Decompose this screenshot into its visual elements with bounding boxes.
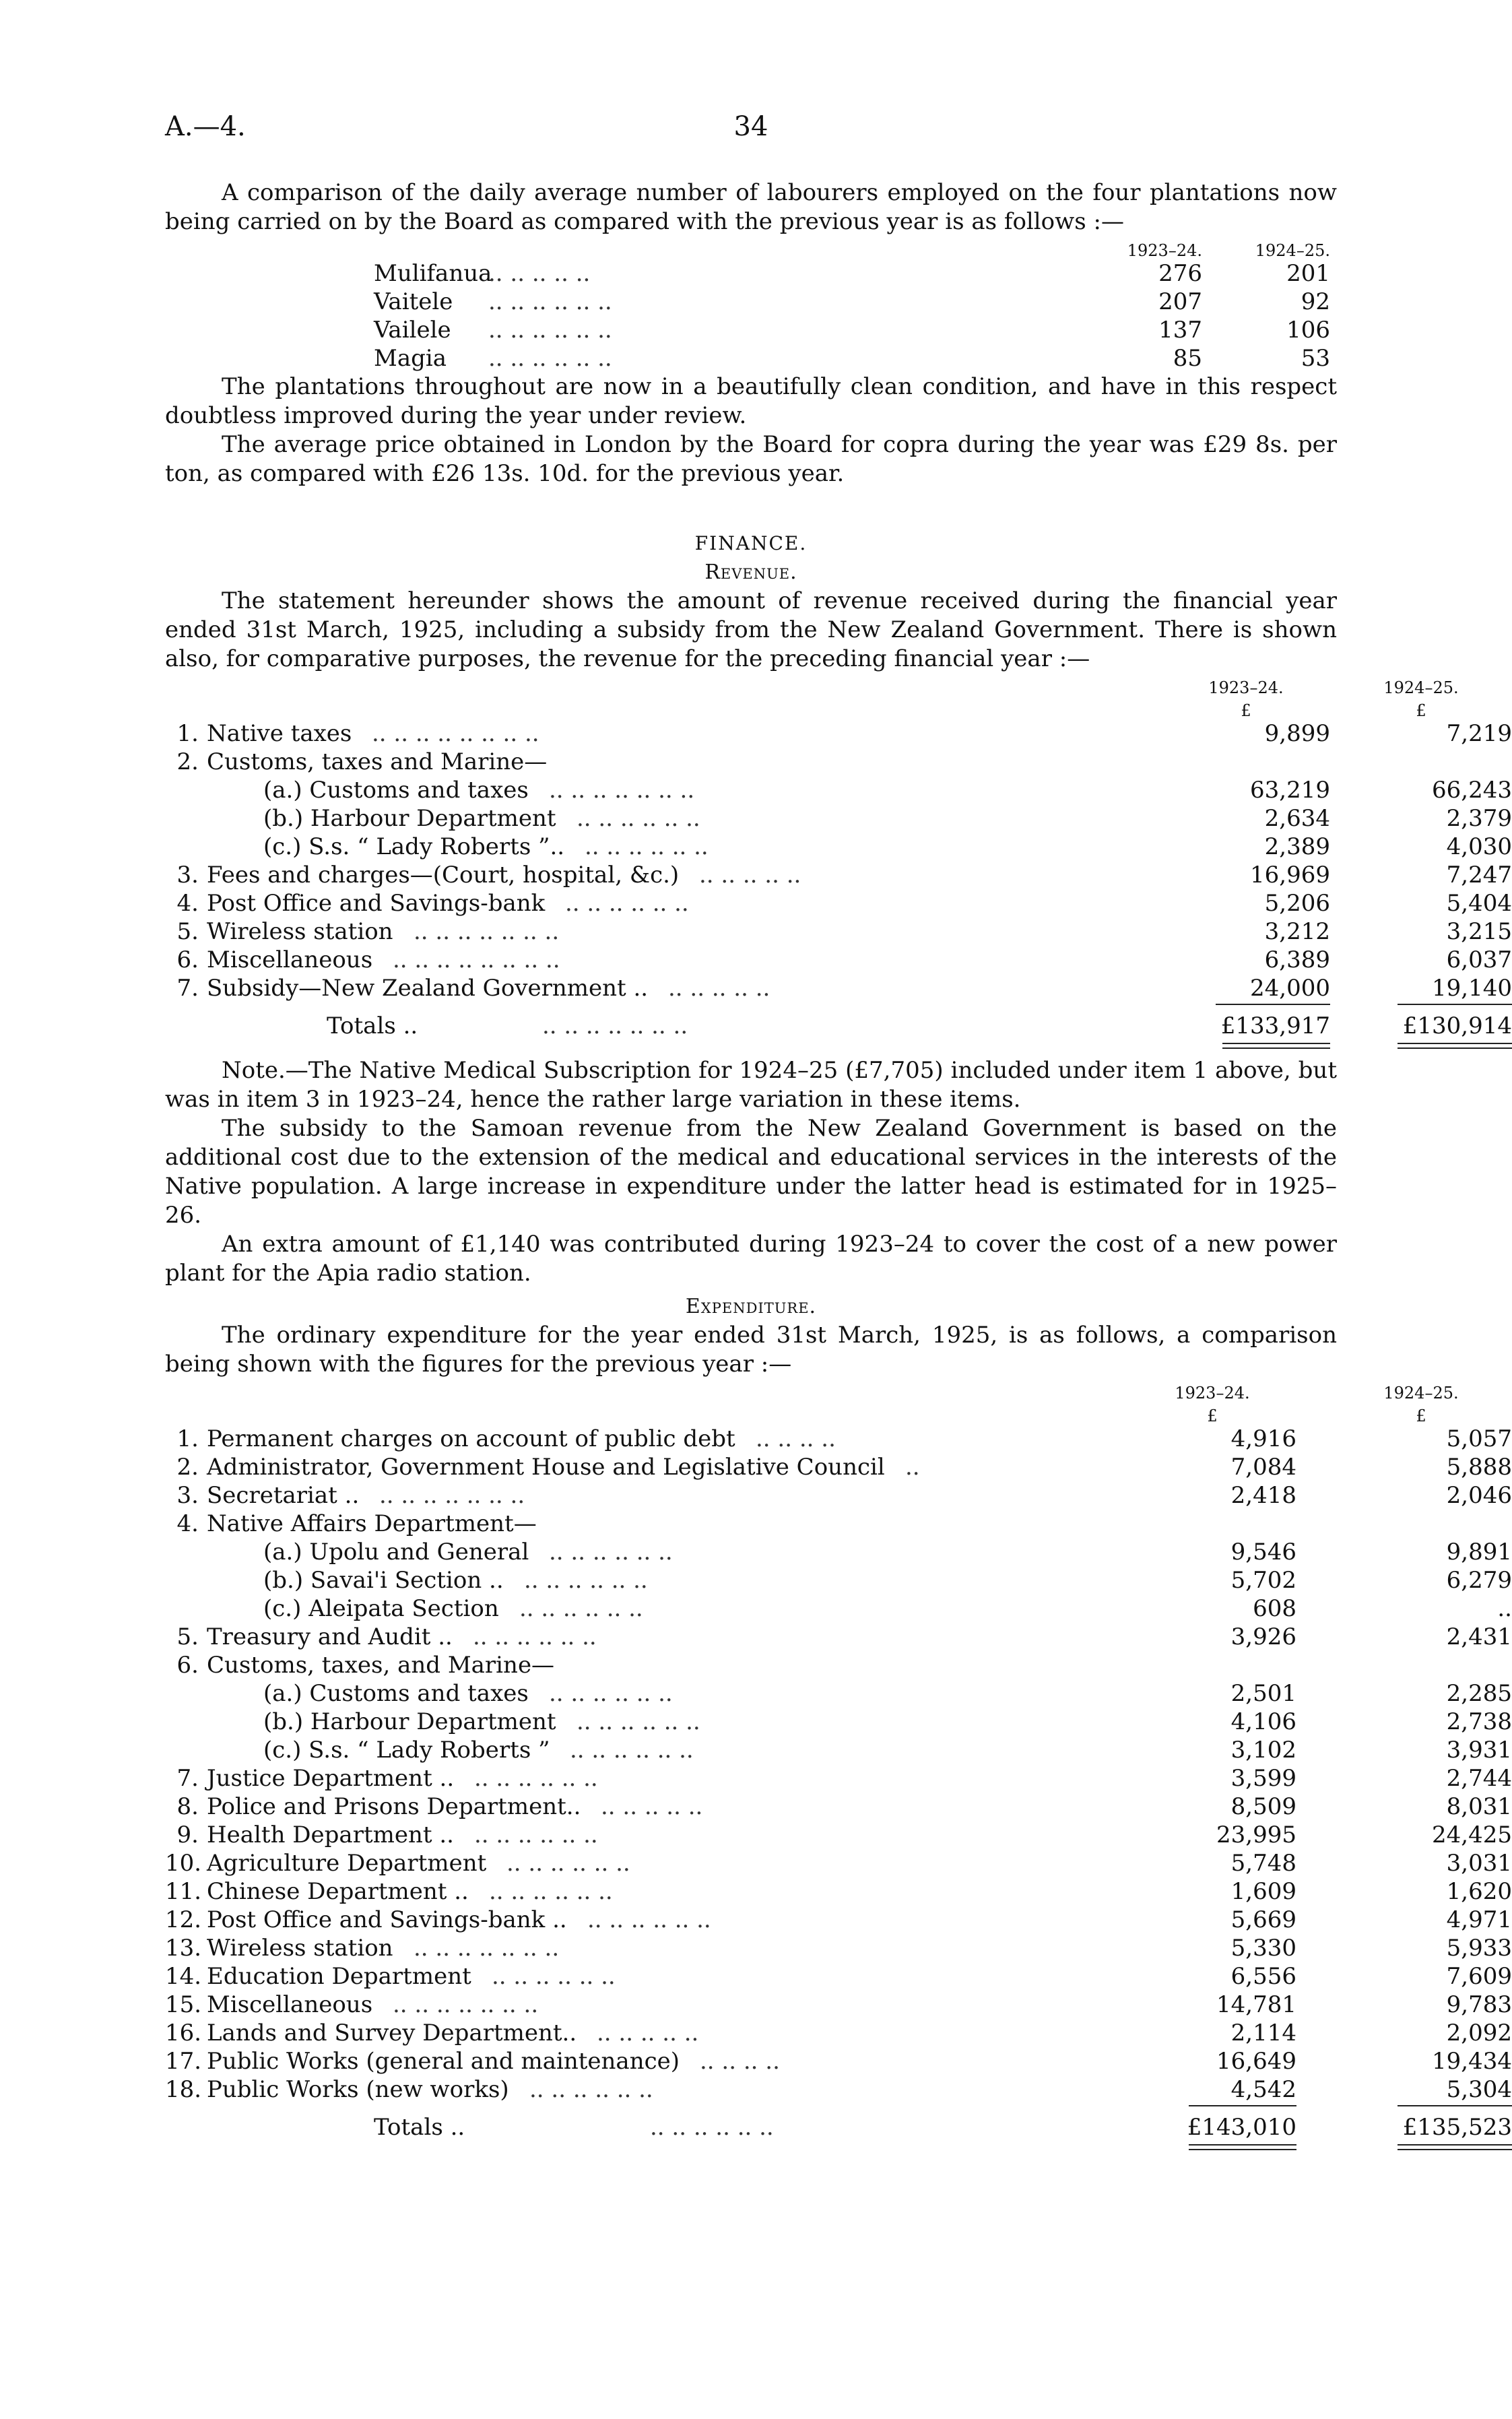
expenditure-item-label: [165, 1736, 550, 1765]
expenditure-item-label: [165, 1764, 454, 1793]
expenditure-1923-value: 2,114: [1230, 2020, 1296, 2046]
expenditure-item-label: [165, 2075, 509, 2104]
labourers-column-headers: [374, 236, 1330, 259]
expenditure-item-text: Permanent charges on account of public debt: [207, 1425, 735, 1452]
leader-dots: .. .. .. .. .. ..: [474, 1821, 598, 1848]
expenditure-1923-value: 3,599: [1230, 1765, 1296, 1792]
labourers-1924-value: 53: [1301, 345, 1330, 372]
expenditure-item-number: 8.: [176, 1793, 199, 1820]
revenue-row: [165, 889, 1512, 917]
expenditure-item-text: Public Works (new works): [207, 2076, 509, 2103]
expenditure-table: [165, 1379, 1512, 2148]
expenditure-item-text: Native Affairs Department—: [207, 1510, 537, 1537]
expenditure-1924-value: 2,431: [1446, 1623, 1512, 1650]
revenue-row: [165, 719, 1512, 748]
expenditure-item-label: [165, 2047, 680, 2076]
plantation-name: Vaitele: [374, 288, 453, 315]
expenditure-1923-value: 5,669: [1230, 1906, 1296, 1933]
expenditure-row: [165, 1510, 1337, 1538]
leader-dots: ..: [905, 1454, 920, 1481]
expenditure-row: [165, 1538, 1512, 1566]
revenue-item-label: [165, 889, 545, 918]
expenditure-total-1924: £135,523: [1402, 2114, 1512, 2141]
revenue-item-text: Subsidy—New Zealand Government ..: [207, 975, 649, 1002]
expenditure-item-text: Post Office and Savings-bank ..: [207, 1906, 567, 1933]
revenue-1923-value: 5,206: [1264, 890, 1330, 917]
expenditure-item-label: [165, 1906, 567, 1935]
leader-dots: .. .. .. .. ..: [668, 975, 770, 1002]
expenditure-row: [165, 1877, 1512, 1906]
expenditure-1924-value: 4,971: [1446, 1906, 1512, 1933]
revenue-item-label: [165, 946, 372, 975]
revenue-1923-value: 9,899: [1264, 720, 1330, 747]
revenue-1924-value: 4,030: [1446, 833, 1512, 860]
revenue-1924-value: 19,140: [1432, 975, 1512, 1002]
revenue-item-number: 6.: [176, 946, 199, 973]
revenue-1923-value: 24,000: [1250, 975, 1330, 1002]
expenditure-1923-value: 14,781: [1216, 1991, 1296, 2018]
expenditure-total-double-rule-2: [1398, 2144, 1512, 2150]
expenditure-rows: [165, 1425, 1512, 2104]
expenditure-row: [165, 1481, 1512, 1510]
revenue-col-1924: 1924–25.: [1383, 678, 1459, 697]
revenue-totals-dots: .. .. .. .. .. .. ..: [542, 1012, 688, 1039]
leader-dots: .. .. .. .. ..: [597, 2020, 699, 2046]
leader-dots: .. .. .. .. .. ..: [492, 1963, 616, 1990]
expenditure-item-label: [165, 1453, 885, 1482]
expenditure-item-text: Agriculture Department: [207, 1850, 487, 1877]
revenue-item-text: Wireless station: [207, 918, 393, 945]
plantation-name: Magia: [374, 345, 447, 372]
leader-dots: .. .. .. .. .. ..: [577, 805, 700, 832]
revenue-total-double-rule-1: [1222, 1043, 1330, 1049]
revenue-unit-1924: £: [1416, 701, 1426, 720]
labourers-1924-value: 92: [1301, 288, 1330, 315]
expenditure-row: [165, 1594, 1512, 1623]
expenditure-item-text: Public Works (general and maintenance): [207, 2048, 680, 2075]
labourers-1924-value: 201: [1286, 260, 1330, 287]
leader-dots: .. .. .. .. .. ..: [519, 1595, 643, 1622]
expenditure-item-number: 4.: [176, 1510, 199, 1537]
expenditure-item-number: 14.: [165, 1963, 202, 1990]
labourers-1923-value: 207: [1158, 288, 1202, 315]
leader-dots: .. .. .. .. .. ..: [488, 345, 612, 372]
expenditure-item-number: 15.: [165, 1991, 202, 2018]
labourers-row: [374, 288, 1330, 316]
expenditure-1924-value: 7,609: [1446, 1963, 1512, 1990]
revenue-total-1924: £130,914: [1402, 1012, 1512, 1039]
revenue-table: [165, 674, 1512, 1047]
leader-dots: .. .. .. ..: [700, 2048, 780, 2075]
revenue-row: [165, 946, 1512, 974]
revenue-row: [165, 776, 1512, 804]
revenue-item-number: 5.: [176, 918, 199, 945]
revenue-1924-value: 66,243: [1432, 777, 1512, 804]
leader-dots: .. .. .. .. .. .. .. ..: [372, 720, 539, 747]
expenditure-1923-value: 5,748: [1230, 1850, 1296, 1877]
expenditure-item-text: (b.) Savai'i Section ..: [263, 1567, 504, 1594]
revenue-1924-value: 7,247: [1446, 862, 1512, 889]
leader-dots: .. .. .. .. .. .. ..: [414, 1935, 560, 1962]
expenditure-item-number: 7.: [176, 1765, 199, 1792]
revenue-1924-value: 2,379: [1446, 805, 1512, 832]
leader-dots: .. .. .. .. .. .. .. ..: [393, 946, 560, 973]
expenditure-1923-value: 23,995: [1216, 1821, 1296, 1848]
expenditure-item-text: Police and Prisons Department..: [207, 1793, 581, 1820]
expenditure-1924-value: 2,285: [1446, 1680, 1512, 1707]
page-header: [165, 111, 1337, 152]
expenditure-item-text: Justice Department ..: [207, 1765, 455, 1792]
revenue-item-label: [165, 833, 564, 862]
expenditure-1923-value: 5,330: [1230, 1935, 1296, 1962]
expenditure-1924-value: 5,888: [1446, 1454, 1512, 1481]
leader-dots: .. .. .. .. .. ..: [474, 1765, 598, 1792]
expenditure-row: [165, 1793, 1512, 1821]
leader-dots: .. .. .. .. .. ..: [585, 833, 709, 860]
revenue-total-double-rule-2: [1398, 1043, 1512, 1049]
labourers-table: [374, 236, 1330, 373]
expenditure-item-label: [165, 1849, 486, 1878]
expenditure-1924-value: 5,933: [1446, 1935, 1512, 1962]
expenditure-1924-value: 6,279: [1446, 1567, 1512, 1594]
revenue-totals-row: [165, 1002, 1512, 1047]
expenditure-item-label: [165, 1566, 504, 1595]
revenue-col-1923: 1923–24.: [1208, 678, 1284, 697]
expenditure-row: [165, 1623, 1512, 1651]
expenditure-1924-value: 2,738: [1446, 1708, 1512, 1735]
expenditure-column-headers: [165, 1379, 1459, 1402]
expenditure-item-label: [165, 1651, 554, 1680]
expenditure-row: [165, 1821, 1512, 1849]
revenue-1923-value: 63,219: [1250, 777, 1330, 804]
leader-dots: .. .. .. .. .. ..: [488, 317, 612, 344]
revenue-item-label: [165, 974, 648, 1003]
expenditure-row: [165, 1736, 1512, 1764]
revenue-1923-value: 16,969: [1250, 862, 1330, 889]
expenditure-item-label: [165, 1991, 372, 2020]
expenditure-row: [165, 1962, 1512, 1991]
revenue-total-rule-1: [1216, 1004, 1330, 1005]
expenditure-row: [165, 1679, 1512, 1708]
expenditure-1924-value: 2,046: [1446, 1482, 1512, 1509]
extra-amount-paragraph: An extra amount of £1,140 was contributed during 1923–24 to cover the cost of a new power plant for the Apia radio station.: [165, 1231, 1337, 1287]
expenditure-item-text: Administrator, Government House and Legislative Council: [207, 1454, 885, 1481]
revenue-row: [165, 833, 1512, 861]
expenditure-1924-value: 9,891: [1446, 1539, 1512, 1566]
labourers-1923-value: 85: [1173, 345, 1202, 372]
expenditure-totals-row: [165, 2104, 1512, 2148]
expenditure-1924-value: 2,092: [1446, 2020, 1512, 2046]
expenditure-row: [165, 1934, 1512, 1962]
expenditure-item-text: Secretariat ..: [207, 1482, 360, 1509]
expenditure-item-label: [165, 1679, 529, 1708]
expenditure-item-text: (a.) Upolu and General: [263, 1539, 529, 1566]
labourers-1924-value: 106: [1286, 317, 1330, 344]
expenditure-item-label: [165, 1623, 453, 1652]
revenue-1923-value: 2,634: [1264, 805, 1330, 832]
labourers-1923-value: 276: [1158, 260, 1202, 287]
revenue-item-number: 7.: [176, 975, 199, 1002]
leader-dots: .. .. .. .. .. ..: [587, 1906, 711, 1933]
expenditure-1923-value: 8,509: [1230, 1793, 1296, 1820]
plantation-name: Vailele: [374, 317, 451, 344]
expenditure-item-text: (b.) Harbour Department: [263, 1708, 556, 1735]
expenditure-1923-value: 6,556: [1230, 1963, 1296, 1990]
revenue-row: [165, 748, 1337, 776]
expenditure-intro: The ordinary expenditure for the year ended 31st March, 1925, is as follows, a comparison being shown with the figures for the previous year :—: [165, 1322, 1337, 1378]
subsidy-paragraph: The subsidy to the Samoan revenue from the New Zealand Government is based on the additional cost due to the extension of the medical and educational services in the interests of the Native population. A large increase in expenditure under the latter head is estimated for in 1925–26.: [165, 1115, 1337, 1229]
leader-dots: .. .. .. .. .. ..: [488, 288, 612, 315]
expenditure-total-rule-1: [1189, 2105, 1296, 2106]
expenditure-item-text: Treasury and Audit ..: [207, 1623, 453, 1650]
leader-dots: .. .. .. .. .. .. ..: [393, 1991, 539, 2018]
expenditure-item-number: 13.: [165, 1935, 202, 1962]
expenditure-1923-value: 2,501: [1230, 1680, 1296, 1707]
expenditure-1923-value: 608: [1253, 1595, 1296, 1622]
expenditure-item-label: [165, 1425, 735, 1454]
expenditure-item-label: [165, 1481, 359, 1510]
expenditure-totals-label: Totals ..: [374, 2114, 465, 2141]
leader-dots: .. .. .. .. .. ..: [549, 1680, 673, 1707]
labourers-intro: A comparison of the daily average number of labourers employed on the four plantations now being carried on by the Board as compared with the previous year is as follows :—: [165, 179, 1337, 235]
revenue-totals-label: Totals ..: [327, 1012, 418, 1039]
expenditure-1924-value: 3,931: [1446, 1737, 1512, 1764]
revenue-item-label: [165, 917, 393, 946]
expenditure-row: [165, 1708, 1512, 1736]
expenditure-total-1923: £143,010: [1187, 2114, 1296, 2141]
expenditure-col-1923: 1923–24.: [1175, 1384, 1250, 1402]
revenue-item-text: (c.) S.s. “ Lady Roberts ”..: [263, 833, 565, 860]
document-code: A.—4.: [165, 111, 246, 142]
revenue-item-label: [165, 719, 352, 748]
revenue-1924-value: 5,404: [1446, 890, 1512, 917]
expenditure-row: [165, 1991, 1512, 2019]
expenditure-item-label: [165, 1934, 393, 1963]
labourers-row: [374, 344, 1330, 373]
revenue-item-label: [165, 748, 547, 777]
page-content: [165, 179, 1512, 2148]
revenue-total-1923: £133,917: [1220, 1012, 1330, 1039]
leader-dots: .. .. .. .. .. ..: [565, 890, 689, 917]
expenditure-1924-value: 5,057: [1446, 1425, 1512, 1452]
revenue-item-text: Fees and charges—(Court, hospital, &c.): [207, 862, 680, 889]
leader-dots: .. .. .. .. .. ..: [489, 1878, 613, 1905]
copra-paragraph: The average price obtained in London by the Board for copra during the year was £29 8s. per ton, as compared with £26 13s. 10d. for the previous year.: [165, 431, 1337, 487]
expenditure-item-number: 3.: [176, 1482, 199, 1509]
expenditure-1923-value: 2,418: [1230, 1482, 1296, 1509]
expenditure-1923-value: 4,916: [1230, 1425, 1296, 1452]
expenditure-item-number: 6.: [176, 1652, 199, 1679]
revenue-item-label: [165, 804, 556, 833]
plantation-name: Mulifanua: [374, 260, 492, 287]
expenditure-item-label: [165, 1594, 499, 1623]
expenditure-item-number: 18.: [165, 2076, 202, 2103]
expenditure-1923-value: 5,702: [1230, 1567, 1296, 1594]
expenditure-item-text: (a.) Customs and taxes: [263, 1680, 529, 1707]
revenue-row: [165, 974, 1512, 1002]
expenditure-total-rule-2: [1398, 2105, 1512, 2106]
expenditure-item-number: 5.: [176, 1623, 199, 1650]
expenditure-item-label: [165, 2019, 577, 2048]
revenue-item-text: Native taxes: [207, 720, 352, 747]
leader-dots: .. .. .. .. .. ..: [577, 1708, 700, 1735]
expenditure-item-text: Lands and Survey Department..: [207, 2020, 577, 2046]
expenditure-item-number: 9.: [176, 1821, 199, 1848]
expenditure-item-number: 10.: [165, 1850, 202, 1877]
expenditure-item-number: 12.: [165, 1906, 202, 1933]
expenditure-item-label: [165, 1821, 454, 1850]
expenditure-item-number: 16.: [165, 2020, 202, 2046]
revenue-item-text: Post Office and Savings-bank: [207, 890, 546, 917]
expenditure-item-label: [165, 1538, 529, 1567]
expenditure-1924-value: ..: [1497, 1595, 1512, 1622]
expenditure-item-text: Education Department: [207, 1963, 471, 1990]
leader-dots: .. .. .. .. .. ..: [473, 1623, 597, 1650]
expenditure-row: [165, 1764, 1512, 1793]
revenue-row: [165, 917, 1512, 946]
expenditure-1923-value: 1,609: [1230, 1878, 1296, 1905]
revenue-item-number: 3.: [176, 862, 199, 889]
expenditure-row: [165, 1906, 1512, 1934]
expenditure-1924-value: 9,783: [1446, 1991, 1512, 2018]
revenue-row: [165, 861, 1512, 889]
expenditure-row: [165, 1453, 1512, 1481]
expenditure-1924-value: 2,744: [1446, 1765, 1512, 1792]
expenditure-unit-1923: £: [1207, 1407, 1218, 1425]
revenue-item-text: (b.) Harbour Department: [263, 805, 556, 832]
expenditure-1924-value: 3,031: [1446, 1850, 1512, 1877]
leader-dots: .. .. .. .. .. ..: [506, 1850, 630, 1877]
expenditure-1924-value: 19,434: [1432, 2048, 1512, 2075]
leader-dots: .. .. .. .. ..: [699, 862, 801, 889]
expenditure-row: [165, 1566, 1512, 1594]
revenue-item-text: (a.) Customs and taxes: [263, 777, 529, 804]
leader-dots: .. .. .. .. .. ..: [524, 1567, 648, 1594]
expenditure-item-text: (c.) S.s. “ Lady Roberts ”: [263, 1737, 550, 1764]
plantations-paragraph: The plantations throughout are now in a beautifully clean condition, and have in this respect doubtless improved during the year under review.: [165, 373, 1337, 429]
revenue-intro: The statement hereunder shows the amount of revenue received during the financial year ended 31st March, 1925, including a subsidy from the New Zealand Government. There is shown also, for comparative purposes, the revenue for the preceding financial year :—: [165, 587, 1337, 672]
labourers-col-1923: 1923–24.: [1127, 241, 1202, 260]
finance-heading: FINANCE.: [694, 532, 808, 554]
leader-dots: .. .. .. .. .. .. ..: [379, 1482, 525, 1509]
expenditure-item-label: [165, 1962, 471, 1991]
expenditure-item-text: (c.) Aleipata Section: [263, 1595, 499, 1622]
labourers-col-1924: 1924–25.: [1255, 241, 1330, 260]
expenditure-units: [165, 1402, 1426, 1425]
expenditure-item-label: [165, 1793, 581, 1821]
revenue-1923-value: 2,389: [1264, 833, 1330, 860]
labourers-rows: [374, 259, 1330, 373]
revenue-heading: Revenue.: [704, 560, 797, 584]
revenue-unit-1923: £: [1241, 701, 1251, 720]
leader-dots: .. .. .. .. .. .. ..: [414, 918, 560, 945]
expenditure-row: [165, 1849, 1512, 1877]
expenditure-heading: Expenditure.: [685, 1295, 817, 1318]
revenue-1923-value: 3,212: [1264, 918, 1330, 945]
expenditure-item-number: 1.: [176, 1425, 199, 1452]
expenditure-row: [165, 2075, 1512, 2104]
revenue-item-number: 4.: [176, 890, 199, 917]
leader-dots: .. .. .. .. .. .. ..: [549, 777, 695, 804]
labourers-row: [374, 316, 1330, 344]
revenue-1924-value: 7,219: [1446, 720, 1512, 747]
expenditure-totals-dots: .. .. .. .. .. ..: [650, 2114, 774, 2141]
revenue-units: [165, 697, 1426, 720]
expenditure-1923-value: 3,102: [1230, 1737, 1296, 1764]
expenditure-1923-value: 16,649: [1216, 2048, 1296, 2075]
expenditure-item-text: Miscellaneous: [207, 1991, 373, 2018]
expenditure-col-1924: 1924–25.: [1383, 1384, 1459, 1402]
labourers-1923-value: 137: [1158, 317, 1202, 344]
expenditure-item-text: Health Department ..: [207, 1821, 454, 1848]
revenue-item-label: [165, 776, 529, 805]
expenditure-item-text: Customs, taxes, and Marine—: [207, 1652, 555, 1679]
revenue-item-number: 2.: [176, 748, 199, 775]
leader-dots: .. .. .. .. .. ..: [570, 1737, 694, 1764]
expenditure-item-number: 17.: [165, 2048, 202, 2075]
expenditure-1924-value: 1,620: [1446, 1878, 1512, 1905]
note-paragraph: Note.—The Native Medical Subscription for 1924–25 (£7,705) included under item 1 above, but was in item 3 in 1923–24, hence the rather large variation in these items.: [165, 1057, 1337, 1113]
expenditure-1923-value: 4,542: [1230, 2076, 1296, 2103]
leader-dots: .. .. .. .. .. ..: [549, 1539, 673, 1566]
expenditure-total-double-rule-1: [1189, 2144, 1296, 2150]
expenditure-row: [165, 2047, 1512, 2075]
expenditure-item-number: 2.: [176, 1454, 199, 1481]
expenditure-item-label: [165, 1708, 556, 1737]
revenue-1924-value: 3,215: [1446, 918, 1512, 945]
revenue-total-rule-2: [1398, 1004, 1512, 1005]
revenue-column-headers: [165, 674, 1459, 697]
revenue-item-label: [165, 861, 679, 890]
leader-dots: .. .. .. .. ..: [601, 1793, 703, 1820]
revenue-1923-value: 6,389: [1264, 946, 1330, 973]
expenditure-item-number: 11.: [165, 1878, 202, 1905]
revenue-row: [165, 804, 1512, 833]
revenue-rows: [165, 719, 1512, 1002]
expenditure-item-label: [165, 1877, 469, 1906]
revenue-item-text: Customs, taxes and Marine—: [207, 748, 548, 775]
page-number: 34: [733, 111, 768, 142]
expenditure-row: [165, 1425, 1512, 1453]
leader-dots: .. .. .. .. ..: [488, 260, 591, 287]
expenditure-1924-value: 8,031: [1446, 1793, 1512, 1820]
revenue-1924-value: 6,037: [1446, 946, 1512, 973]
expenditure-1924-value: 5,304: [1446, 2076, 1512, 2103]
expenditure-item-text: Chinese Department ..: [207, 1878, 469, 1905]
expenditure-item-label: [165, 1510, 537, 1539]
labourers-row: [374, 259, 1330, 288]
expenditure-row: [165, 2019, 1512, 2047]
expenditure-1924-value: 24,425: [1432, 1821, 1512, 1848]
expenditure-item-text: Wireless station: [207, 1935, 393, 1962]
leader-dots: .. .. .. ..: [756, 1425, 836, 1452]
expenditure-1923-value: 7,084: [1230, 1454, 1296, 1481]
revenue-item-text: Miscellaneous: [207, 946, 373, 973]
expenditure-1923-value: 3,926: [1230, 1623, 1296, 1650]
expenditure-unit-1924: £: [1416, 1407, 1426, 1425]
expenditure-row: [165, 1651, 1337, 1679]
expenditure-1923-value: 9,546: [1230, 1539, 1296, 1566]
revenue-item-number: 1.: [176, 720, 199, 747]
leader-dots: .. .. .. .. .. ..: [529, 2076, 653, 2103]
expenditure-1923-value: 4,106: [1230, 1708, 1296, 1735]
